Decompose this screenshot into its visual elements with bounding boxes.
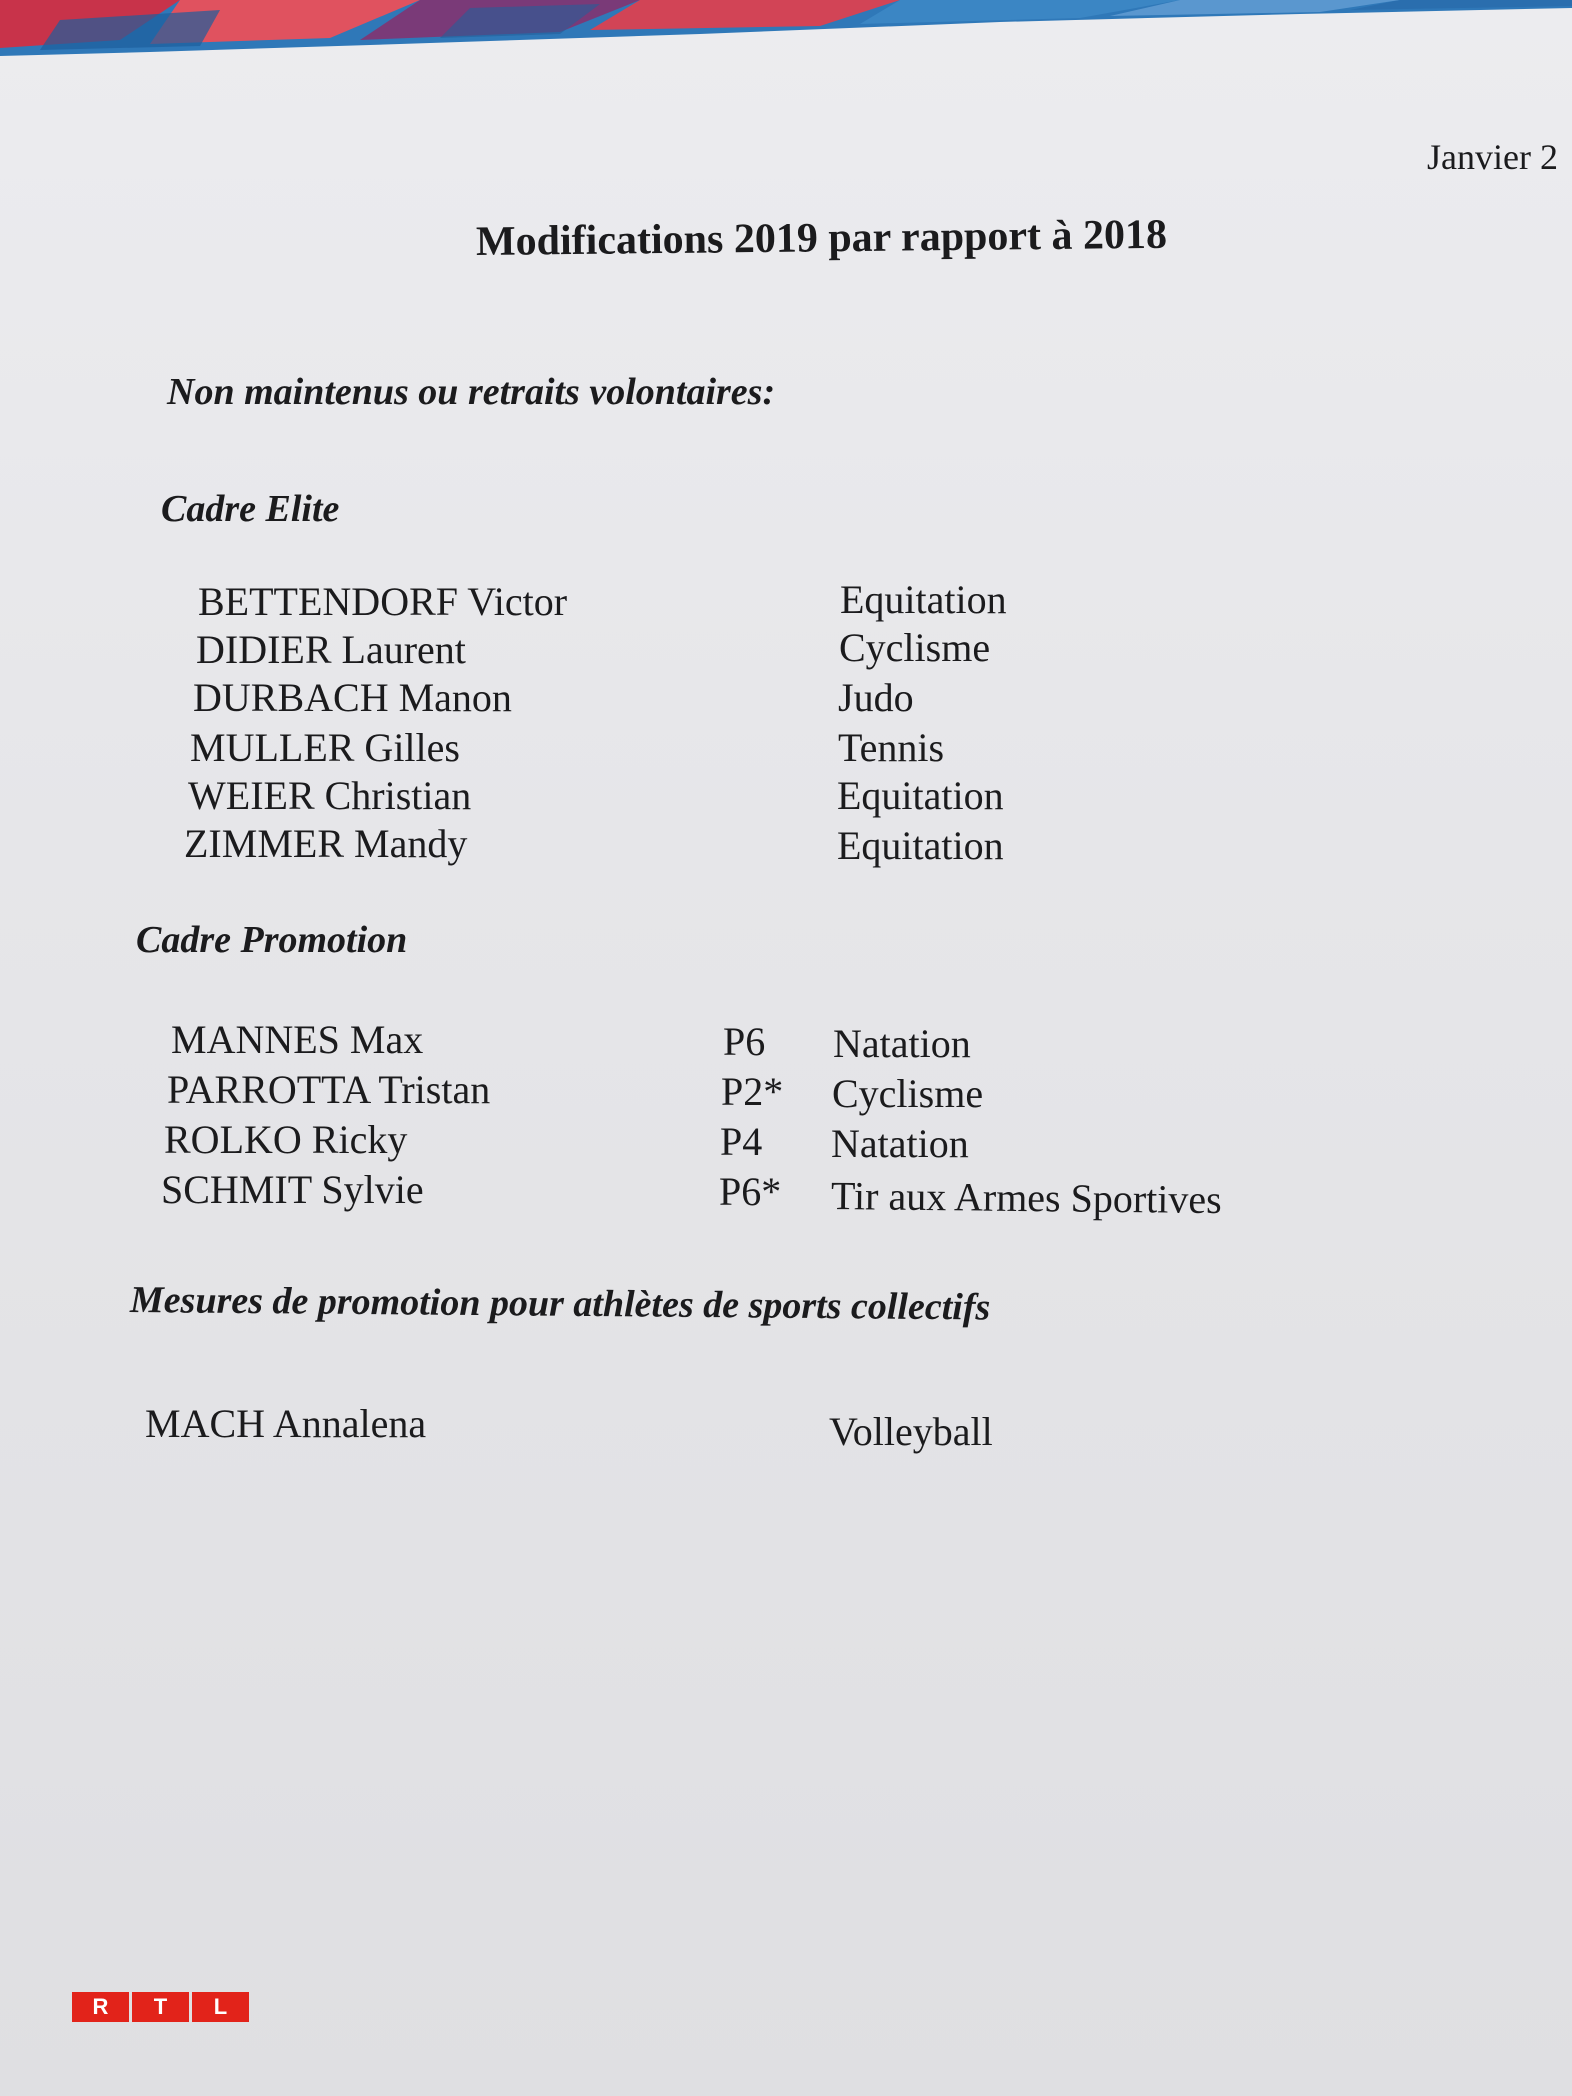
elite-athlete-sport: Cyclisme — [839, 625, 991, 670]
section-heading-cadre-elite: Cadre Elite — [161, 488, 340, 530]
elite-athlete-name: BETTENDORF Victor — [198, 579, 568, 624]
logo-letter: L — [192, 1992, 249, 2022]
elite-athlete-name: DIDIER Laurent — [196, 627, 466, 672]
elite-athlete-name: WEIER Christian — [188, 773, 472, 818]
promotion-athlete-sport: Natation — [833, 1021, 971, 1066]
elite-athlete-sport: Equitation — [837, 823, 1004, 868]
promotion-athlete-name: SCHMIT Sylvie — [161, 1167, 424, 1212]
elite-athlete-sport: Judo — [838, 675, 914, 720]
promotion-athlete-level: P4 — [720, 1119, 763, 1164]
section-heading-withdrawn: Non maintenus ou retraits volontaires: — [167, 371, 776, 413]
elite-athlete-sport: Tennis — [838, 725, 945, 770]
section-heading-collective-sports: Mesures de promotion pour athlètes de sports collectifs — [129, 1279, 991, 1329]
elite-athlete-sport: Equitation — [837, 773, 1004, 818]
document-date: Janvier 2 — [1427, 137, 1558, 177]
elite-athlete-name: ZIMMER Mandy — [184, 821, 468, 866]
promotion-athlete-name: PARROTTA Tristan — [167, 1067, 491, 1112]
elite-athlete-sport: Equitation — [840, 577, 1007, 622]
collective-athlete-name: MACH Annalena — [145, 1401, 427, 1446]
promotion-athlete-name: ROLKO Ricky — [164, 1117, 408, 1162]
rtl-watermark-logo — [72, 1992, 249, 2022]
logo-letter: T — [132, 1992, 189, 2022]
promotion-athlete-sport: Natation — [831, 1121, 969, 1166]
promotion-athlete-name: MANNES Max — [171, 1017, 424, 1062]
promotion-athlete-sport: Cyclisme — [832, 1071, 984, 1116]
document-title: Modifications 2019 par rapport à 2018 — [475, 211, 1168, 265]
header-banner — [0, 0, 1572, 60]
elite-athlete-name: MULLER Gilles — [190, 725, 460, 770]
elite-athlete-name: DURBACH Manon — [193, 675, 512, 720]
promotion-athlete-level: P6 — [723, 1019, 766, 1064]
collective-athlete-sport: Volleyball — [829, 1409, 993, 1454]
promotion-athlete-sport: Tir aux Armes Sportives — [830, 1173, 1222, 1223]
section-heading-cadre-promotion: Cadre Promotion — [136, 919, 408, 961]
promotion-athlete-level: P6* — [719, 1169, 782, 1214]
promotion-athlete-level: P2* — [721, 1069, 784, 1114]
logo-letter: R — [72, 1992, 129, 2022]
